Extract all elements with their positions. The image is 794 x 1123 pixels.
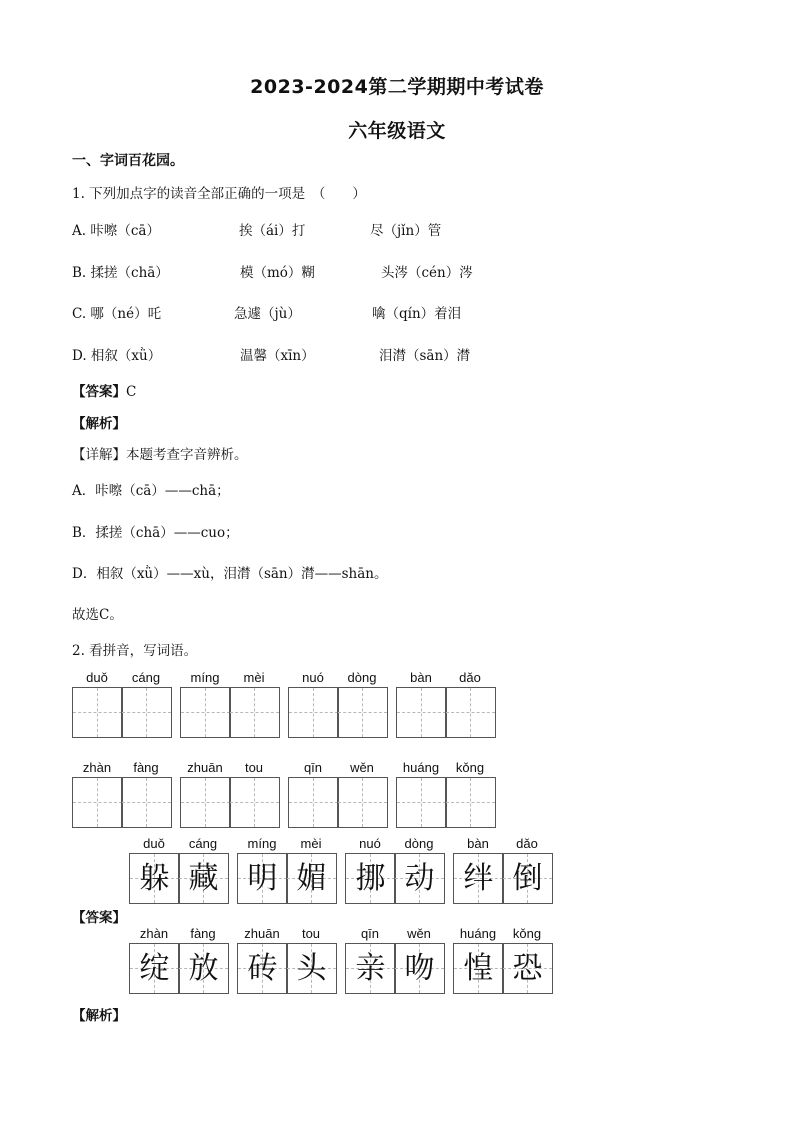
answer-cell	[178, 853, 229, 904]
pinyin-label: bàn	[467, 836, 489, 851]
pinyin-label: dǎo	[459, 670, 481, 685]
pinyin-label: bàn	[410, 670, 432, 685]
answer-character: 砖	[247, 951, 278, 986]
pinyin-label: huáng	[459, 926, 497, 941]
pinyin-label: míng	[247, 836, 277, 851]
q1-option-b-3: 头涔（cén）涔	[381, 265, 473, 281]
q1-option-b-2: 模（mó）糊	[240, 265, 315, 281]
grid-guide-vertical	[254, 688, 255, 737]
pinyin-label: fàng	[133, 760, 159, 775]
answer-character: 放	[188, 951, 219, 986]
pinyin-label: duǒ	[86, 670, 108, 685]
writing-cell[interactable]	[180, 777, 231, 828]
grid-guide-vertical	[470, 688, 471, 737]
grid-guide-vertical	[421, 778, 422, 827]
q2-analysis-label: 【解析】	[72, 1008, 126, 1024]
answer-character: 头	[296, 951, 327, 986]
answer-cell	[129, 853, 180, 904]
answer-character: 倒	[512, 861, 543, 896]
answer-value: C	[126, 384, 137, 400]
grid-guide-vertical	[421, 688, 422, 737]
q1-explain-line-2: B．揉搓（chā）——cuo；	[72, 525, 239, 541]
grid-guide-vertical	[97, 778, 98, 827]
q1-explain-line-1: A．咔嚓（cā）——chā；	[72, 483, 230, 499]
pinyin-label: wěn	[407, 926, 431, 941]
writing-cell[interactable]	[72, 687, 123, 738]
pinyin-label: zhàn	[82, 760, 112, 775]
pinyin-label: wěn	[350, 760, 374, 775]
grid-guide-vertical	[362, 688, 363, 737]
q1-answer	[72, 380, 136, 400]
answer-cell	[237, 853, 288, 904]
q1-detail: 【详解】本题考查字音辨析。	[72, 447, 248, 463]
q2-stem: 2. 看拼音，写词语。	[72, 643, 198, 659]
answer-cell	[286, 943, 337, 994]
pinyin-label: duǒ	[143, 836, 165, 851]
pinyin-label: zhuān	[187, 760, 223, 775]
pinyin-label: fàng	[190, 926, 216, 941]
answer-character: 吻	[404, 951, 435, 986]
writing-cell[interactable]	[180, 687, 231, 738]
writing-cell[interactable]	[72, 777, 123, 828]
answer-character: 绊	[463, 861, 494, 896]
q1-option-d-1: D. 相叙（xǜ）	[72, 348, 162, 364]
grid-guide-vertical	[146, 688, 147, 737]
writing-cell[interactable]	[121, 777, 172, 828]
pinyin-label: nuó	[302, 670, 324, 685]
q1-stem: 1. 下列加点字的读音全部正确的一项是 （ ）	[72, 186, 366, 202]
q1-option-b-1: B. 揉搓（chā）	[72, 265, 169, 281]
answer-character: 躲	[139, 861, 170, 896]
pinyin-label: dòng	[347, 670, 377, 685]
writing-cell[interactable]	[288, 777, 339, 828]
writing-cell[interactable]	[121, 687, 172, 738]
pinyin-label: tou	[301, 926, 321, 941]
q1-analysis-label: 【解析】	[72, 416, 126, 432]
grid-guide-vertical	[470, 778, 471, 827]
answer-character: 媚	[296, 861, 327, 896]
pinyin-label: kǒng	[512, 926, 542, 941]
q1-option-a-3: 尽（jǐn）管	[370, 223, 442, 239]
writing-cell[interactable]	[337, 687, 388, 738]
answer-cell	[502, 853, 553, 904]
answer-label: 【答案】	[72, 384, 126, 400]
grid-guide-vertical	[313, 778, 314, 827]
q1-option-c-3: 噙（qín）着泪	[372, 306, 462, 322]
grid-guide-vertical	[205, 688, 206, 737]
answer-cell	[453, 853, 504, 904]
answer-character: 亲	[355, 951, 386, 986]
answer-cell	[502, 943, 553, 994]
answer-cell	[286, 853, 337, 904]
answer-cell	[237, 943, 288, 994]
q1-conclusion: 故选C。	[72, 607, 123, 623]
answer-cell	[394, 943, 445, 994]
answer-character: 绽	[139, 951, 170, 986]
writing-cell[interactable]	[229, 777, 280, 828]
writing-cell[interactable]	[445, 777, 496, 828]
pinyin-label: dǎo	[516, 836, 538, 851]
q1-option-d-2: 温馨（xīn）	[240, 348, 315, 364]
grid-guide-vertical	[362, 778, 363, 827]
q1-option-d-3: 泪潸（sān）潸	[379, 348, 471, 364]
answer-cell	[345, 943, 396, 994]
pinyin-label: cáng	[188, 836, 218, 851]
pinyin-label: zhuān	[244, 926, 280, 941]
writing-cell[interactable]	[396, 777, 447, 828]
q1-option-a-1: A. 咔嚓（cā）	[72, 223, 160, 239]
pinyin-label: qīn	[303, 760, 323, 775]
grid-guide-vertical	[97, 688, 98, 737]
page-title: 2023-2024第二学期期中考试卷	[250, 76, 544, 98]
grid-guide-vertical	[146, 778, 147, 827]
grid-guide-vertical	[313, 688, 314, 737]
answer-character: 惶	[463, 951, 494, 986]
answer-character: 明	[247, 861, 278, 896]
writing-cell[interactable]	[229, 687, 280, 738]
answer-cell	[178, 943, 229, 994]
pinyin-label: kǒng	[455, 760, 485, 775]
pinyin-label: dòng	[404, 836, 434, 851]
q1-explain-line-3: D．相叙（xǜ）——xù，泪潸（sān）潸——shān。	[72, 566, 388, 582]
answer-cell	[453, 943, 504, 994]
q1-option-c-1: C. 哪（né）吒	[72, 306, 162, 322]
grid-guide-vertical	[205, 778, 206, 827]
pinyin-label: mèi	[300, 836, 322, 851]
answer-cell	[129, 943, 180, 994]
pinyin-label: tou	[244, 760, 264, 775]
pinyin-label: nuó	[359, 836, 381, 851]
q2-answer-label: 【答案】	[72, 910, 126, 926]
answer-character: 藏	[188, 861, 219, 896]
writing-cell[interactable]	[445, 687, 496, 738]
grid-guide-vertical	[254, 778, 255, 827]
section-heading: 一、字词百花园。	[72, 153, 184, 169]
q1-option-a-2: 挨（ái）打	[239, 223, 306, 239]
pinyin-label: cáng	[131, 670, 161, 685]
pinyin-label: qīn	[360, 926, 380, 941]
writing-cell[interactable]	[396, 687, 447, 738]
pinyin-label: zhàn	[139, 926, 169, 941]
page-subtitle: 六年级语文	[348, 120, 446, 142]
answer-character: 恐	[512, 951, 543, 986]
writing-cell[interactable]	[288, 687, 339, 738]
answer-character: 动	[404, 861, 435, 896]
q1-option-c-2: 急遽（jù）	[234, 306, 301, 322]
pinyin-label: huáng	[402, 760, 440, 775]
answer-cell	[394, 853, 445, 904]
answer-cell	[345, 853, 396, 904]
answer-character: 挪	[355, 861, 386, 896]
writing-cell[interactable]	[337, 777, 388, 828]
pinyin-label: mèi	[243, 670, 265, 685]
pinyin-label: míng	[190, 670, 220, 685]
